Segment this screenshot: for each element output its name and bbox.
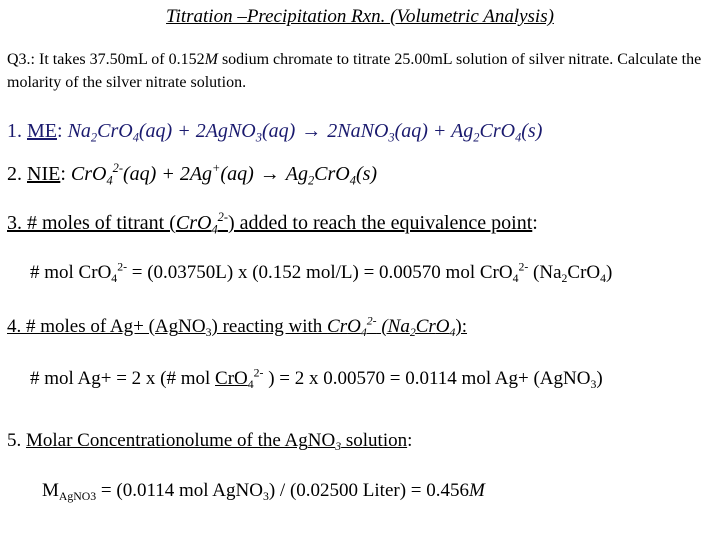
step-3-calculation <box>30 262 612 284</box>
step-5-colon: : <box>407 430 413 451</box>
eq-term: (s) <box>355 163 378 185</box>
eq-term: Cr <box>415 316 436 337</box>
molarity-symbol: M <box>469 480 485 501</box>
eq-term: (aq) <box>261 120 296 142</box>
calc-sub: 3 <box>262 490 269 504</box>
calc-text: (Na <box>528 262 562 283</box>
calc-text: NO <box>563 368 591 389</box>
step-5-calculation <box>42 480 485 502</box>
eq-sub: 3 <box>335 440 342 454</box>
step-4-text: ): <box>455 316 468 337</box>
eq-sup: 2- <box>217 209 228 224</box>
eq-term: Cr <box>314 163 336 185</box>
calc-sub: 2 <box>561 272 568 286</box>
eq-term: (aq) + 2Ag <box>123 163 213 185</box>
eq-term: NO <box>178 316 206 337</box>
eq-term: O <box>347 316 361 337</box>
eq-term: Cr <box>70 163 93 185</box>
calc-text: # mol Ag+ = 2 x (# mol <box>30 368 216 389</box>
eq-term: NO <box>307 430 336 451</box>
step-4-heading <box>7 316 467 338</box>
step-2-number: 2. <box>7 163 27 185</box>
eq-sub: 4 <box>449 326 456 340</box>
eq-sub: 4 <box>211 222 218 237</box>
eq-term: O <box>196 212 212 234</box>
step-1-molecular-equation <box>7 120 542 143</box>
calc-sup: 2- <box>518 260 529 274</box>
calc-text: ) <box>596 368 603 389</box>
calc-sup: 2- <box>253 366 264 380</box>
calc-text: O <box>498 262 513 283</box>
step-2-label: NIE <box>27 163 61 185</box>
eq-sub: 3 <box>205 326 212 340</box>
eq-term: (aq) + 2Ag <box>138 120 228 142</box>
calc-text: O <box>97 262 112 283</box>
calc-text: NO <box>235 480 263 501</box>
question-text <box>7 48 712 94</box>
step-5-text: Molar Concentrationolume of the Ag <box>26 430 308 451</box>
calc-sub: AgNO3 <box>58 490 97 504</box>
step-5-text: solution <box>341 430 408 451</box>
step-2-colon: : <box>60 163 71 185</box>
title-text: Titration –Precipitation Rxn. (Volumetric Analysis) <box>166 6 554 27</box>
calc-text: O <box>586 262 601 283</box>
eq-sub: 4 <box>515 130 522 145</box>
step-3-text: ) added to reach the equivalence point <box>227 212 533 234</box>
eq-term: O <box>92 163 107 185</box>
eq-sub: 2 <box>473 130 480 145</box>
step-1-colon: : <box>57 120 68 142</box>
eq-term: O <box>435 316 450 337</box>
eq-term: (aq) <box>220 163 254 185</box>
eq-sub: 2 <box>409 326 416 340</box>
calc-text: Cr <box>567 262 587 283</box>
step-2-net-ionic-equation <box>7 160 378 188</box>
eq-term: O <box>500 120 516 142</box>
calc-text: = (0.03750L) x (0.152 mol/L) = 0.00570 mol Cr <box>127 262 499 283</box>
calc-text: = (0.0114 mol Ag <box>96 480 236 501</box>
step-4-text: ) reacting with <box>211 316 328 337</box>
step-3-text: 3. # moles of titrant ( <box>7 212 176 234</box>
eq-term: O <box>118 120 133 142</box>
molarity-symbol: M <box>204 51 218 68</box>
eq-term: Cr <box>479 120 501 142</box>
eq-sup: 2- <box>366 314 377 328</box>
calc-sub: 4 <box>111 272 118 286</box>
step-4-text: 4. # moles of Ag+ (Ag <box>7 316 179 337</box>
step-4-text: (Na <box>376 316 410 337</box>
eq-sub: 3 <box>255 130 262 145</box>
eq-sub: 2 <box>90 130 98 145</box>
calc-sub: 4 <box>247 378 254 392</box>
eq-sub: 4 <box>132 130 139 145</box>
eq-sub: 4 <box>360 326 367 340</box>
eq-sub: 2 <box>307 173 315 188</box>
eq-term: 2Na <box>327 120 361 142</box>
eq-term: (aq) + Ag <box>394 120 474 142</box>
calc-text: # mol Cr <box>30 262 98 283</box>
eq-term: Cr <box>97 120 119 142</box>
eq-term: Na <box>67 120 91 142</box>
eq-term: Cr <box>175 212 197 234</box>
eq-sup: 2- <box>112 160 123 175</box>
eq-term: NO <box>360 120 389 142</box>
calc-sub: 4 <box>512 272 519 286</box>
eq-term: Cr <box>327 316 348 337</box>
calc-sub: 4 <box>600 272 607 286</box>
calc-text: O <box>234 368 248 389</box>
reaction-arrow-icon: → <box>301 120 322 142</box>
calc-text: Cr <box>215 368 235 389</box>
page-title <box>0 6 720 28</box>
reaction-arrow-icon: → <box>259 163 280 185</box>
step-3-colon: : <box>532 212 538 234</box>
calc-text: ) = 2 x 0.00570 = 0.0114 mol Ag+ (Ag <box>263 368 564 389</box>
step-1-label: ME <box>27 120 57 142</box>
calc-text: ) <box>606 262 613 283</box>
step-5-number: 5. <box>7 430 26 451</box>
calc-sup: 2- <box>117 260 127 274</box>
calc-sub: 3 <box>590 378 597 392</box>
question-prefix: Q3.: It takes 37.50mL of 0.152 <box>7 51 205 68</box>
step-5-heading <box>7 430 412 452</box>
calc-text: M <box>42 480 59 501</box>
eq-sub: 4 <box>349 173 356 188</box>
eq-term: Ag <box>285 163 308 185</box>
eq-term: O <box>335 163 350 185</box>
eq-term: (s) <box>521 120 543 142</box>
eq-sub: 4 <box>106 173 113 188</box>
calc-text: ) / (0.02500 Liter) = 0.456 <box>268 480 469 501</box>
eq-sup: + <box>212 160 221 175</box>
step-4-calculation <box>30 368 603 390</box>
question-suffix: sodium chromate to titrate 25.00mL solution of silver nitrate. Calculate the molarity of the silver nitrate solution. <box>7 51 702 91</box>
step-1-number: 1. <box>7 120 27 142</box>
eq-term: NO <box>227 120 256 142</box>
eq-sub: 3 <box>388 130 395 145</box>
step-3-heading <box>7 209 538 237</box>
